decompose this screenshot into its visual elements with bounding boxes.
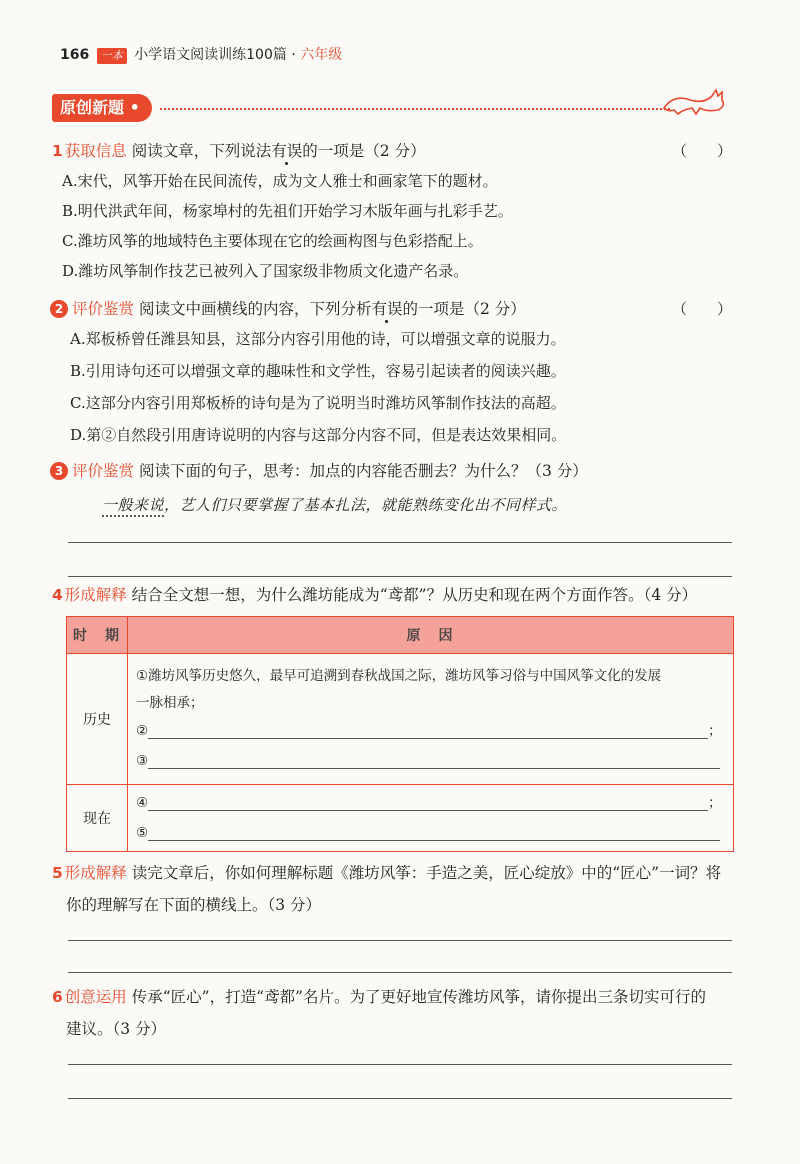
q3-dotted-words: 一般来说: [102, 496, 165, 514]
q6-stem: [52, 986, 706, 1008]
q3-sentence-rest: ，艺人们只要掌握了基本扎法，就能熟练变化出不同样式。: [164, 496, 568, 514]
q1-option-a: A.宋代，风筝开始在民间流传，成为文人雅士和画家笔下的题材。: [62, 172, 498, 190]
row-history-content: [128, 654, 734, 785]
table-header-reason: 原 因: [128, 617, 734, 654]
semicolon-2: ；: [708, 723, 722, 739]
q5-number: 5: [52, 864, 63, 882]
q3-answer-line-2[interactable]: [68, 576, 732, 577]
now-blank-4[interactable]: [136, 788, 725, 818]
q3-stem-text: 阅读下面的句子，思考：加点的内容能否删去？为什么？（3 分）: [138, 462, 588, 480]
q1-number: 1: [52, 142, 63, 160]
q1-option-d: D.潍坊风筝制作技艺已被列入了国家级非物质文化遗产名录。: [62, 262, 469, 280]
q2-answer-paren[interactable]: （ ）: [671, 300, 732, 318]
semicolon-4: ；: [708, 795, 722, 811]
q3-answer-line-1[interactable]: [68, 542, 732, 543]
q5-stem-line-2: 你的理解写在下面的横线上。（3 分）: [66, 896, 322, 914]
q6-answer-line-1[interactable]: [68, 1064, 732, 1065]
q6-tag: 创意运用: [64, 988, 127, 1006]
q5-answer-line-2[interactable]: [68, 972, 732, 973]
mark-3: ③: [136, 753, 149, 769]
now-blank-5[interactable]: [136, 818, 725, 848]
q4-stem: [52, 584, 697, 606]
q2-number: 2: [50, 300, 68, 318]
cat-icon: [660, 84, 732, 120]
q6-number: 6: [52, 988, 63, 1006]
q1-stem: [52, 140, 426, 162]
section-title: 原创新题: [60, 98, 125, 117]
history-given-1: ①潍坊风筝历史悠久，最早可追溯到春秋战国之际，潍坊风筝习俗与中国风筝文化的发展: [136, 668, 662, 684]
q4-tag: 形成解释: [64, 586, 127, 604]
page-number: 166: [60, 47, 90, 63]
q6-stem-line-1: 传承“匠心”，打造“鸢都”名片。为了更好地宣传潍坊风筝，请你提出三条切实可行的: [131, 988, 706, 1006]
q3-sentence: [102, 494, 567, 516]
q1-emphasis: 有误: [271, 142, 303, 160]
row-now-label: 现在: [67, 785, 128, 852]
q2-option-d: D.第②自然段引用唐诗说明的内容与这部分内容不同，但是表达效果相同。: [70, 426, 567, 444]
q2-option-c: C.这部分内容引用郑板桥的诗句是为了说明当时潍坊风筝制作技法的高超。: [70, 394, 566, 412]
q2-stem-a: 阅读文中画横线的内容，下列分析: [138, 300, 372, 318]
brand-logo: 一本: [97, 48, 127, 64]
q2-option-a: A.郑板桥曾任潍县知县，这部分内容引用他的诗，可以增强文章的说服力。: [70, 330, 566, 348]
q5-stem: [52, 862, 721, 884]
q1-stem-c: 的一项是（2 分）: [302, 142, 426, 160]
q3-stem: [50, 460, 588, 482]
q1-answer-paren[interactable]: （ ）: [671, 142, 732, 160]
history-blank-3[interactable]: [136, 746, 725, 776]
q3-tag: 评价鉴赏: [72, 462, 135, 480]
header-dot: ·: [291, 47, 296, 63]
q1-option-c: C.潍坊风筝的地域特色主要体现在它的绘画构图与色彩搭配上。: [62, 232, 483, 250]
q2-stem-c: 的一项是（2 分）: [402, 300, 526, 318]
page-header: [60, 44, 342, 66]
q2-emphasis: 有误: [371, 300, 403, 318]
book-title: 小学语文阅读训练100篇: [134, 47, 287, 63]
q5-answer-line-1[interactable]: [68, 940, 732, 941]
q4-number: 4: [52, 586, 63, 604]
q2-option-b: B.引用诗句还可以增强文章的趣味性和文学性，容易引起读者的阅读兴趣。: [70, 362, 566, 380]
q6-stem-line-2: 建议。（3 分）: [66, 1020, 167, 1038]
q6-answer-line-2[interactable]: [68, 1098, 732, 1099]
mark-5: ⑤: [136, 825, 149, 841]
row-history-label: 历史: [67, 654, 128, 785]
q1-stem-a: 阅读文章，下列说法: [131, 142, 272, 160]
q4-stem-text: 结合全文想一想，为什么潍坊能成为“鸢都”？从历史和现在两个方面作答。（4 分）: [131, 586, 698, 604]
mark-2: ②: [136, 723, 149, 739]
grade-label: 六年级: [300, 47, 343, 63]
q5-stem-line-1: 读完文章后，你如何理解标题《潍坊风筝：手造之美，匠心绽放》中的“匠心”一词？将: [131, 864, 722, 882]
section-banner: 原创新题 •: [52, 94, 152, 122]
history-blank-2[interactable]: [136, 716, 725, 746]
section-dotted-line: [160, 108, 670, 110]
mark-4: ④: [136, 795, 149, 811]
q5-tag: 形成解释: [64, 864, 127, 882]
q1-option-b: B.明代洪武年间，杨家埠村的先祖们开始学习木版年画与扎彩手艺。: [62, 202, 513, 220]
q1-tag: 获取信息: [64, 142, 127, 160]
q3-number: 3: [50, 462, 68, 480]
row-now-content: [128, 785, 734, 852]
q2-stem: [50, 298, 526, 320]
q2-tag: 评价鉴赏: [72, 300, 135, 318]
q4-answer-table: [66, 616, 734, 852]
history-given-2: 一脉相承；: [136, 695, 204, 711]
table-header-period: 时 期: [67, 617, 128, 654]
